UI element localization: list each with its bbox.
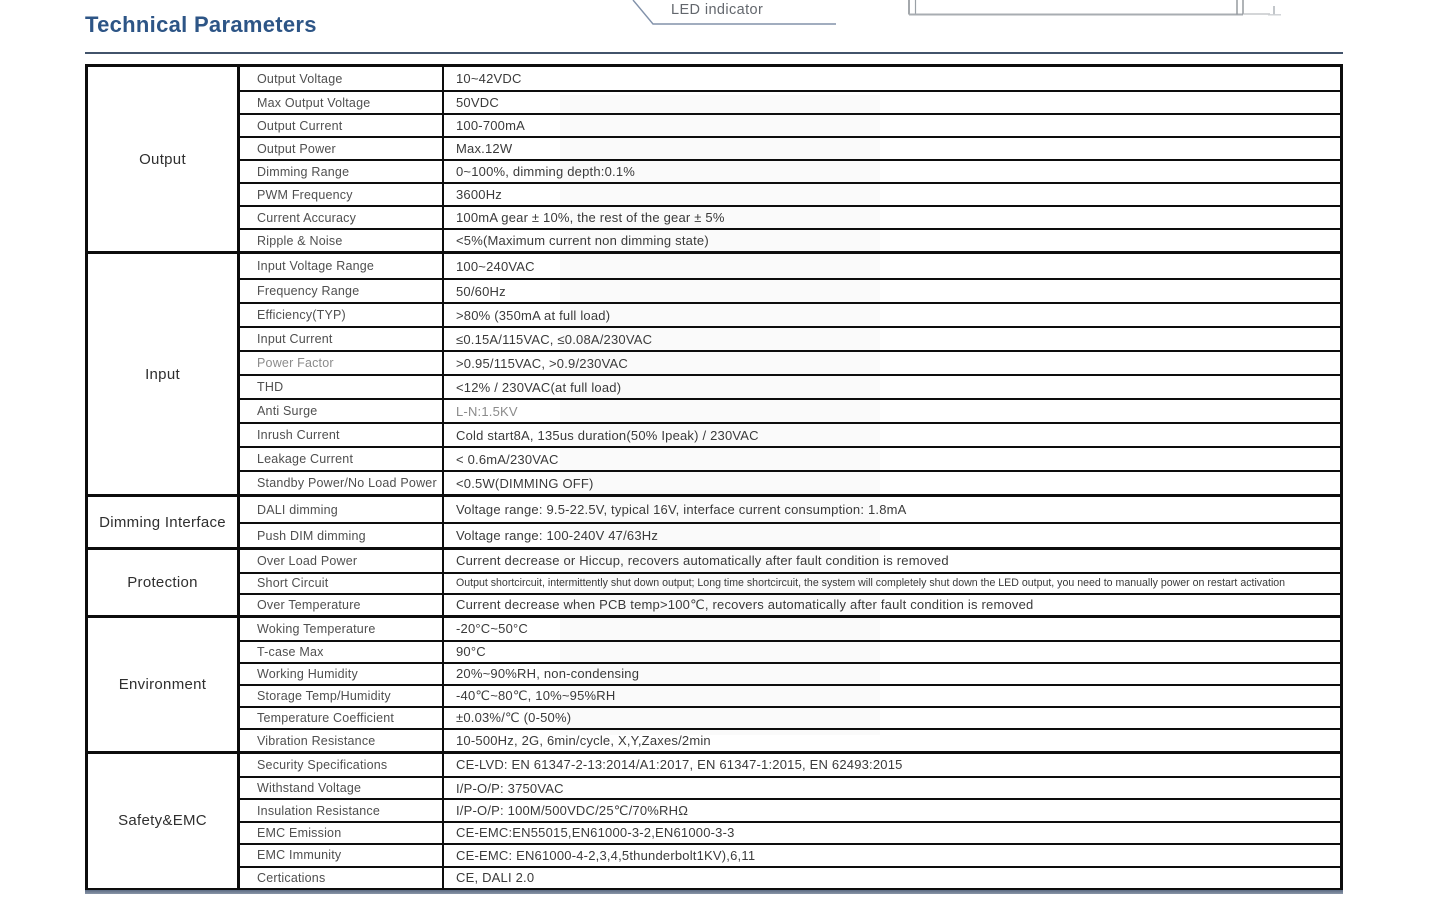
section-rows [240,550,1340,615]
param-value: ±0.03%/℃ (0-50%) [456,710,572,726]
table-section [88,67,1340,251]
table-row [240,497,1340,522]
param-value: 10~42VDC [456,71,522,86]
param-value: 50VDC [456,95,499,110]
param-value: I/P-O/P: 3750VAC [456,780,564,796]
param-value: 100~240VAC [456,258,535,274]
table-row [240,843,1340,865]
param-value: CE, DALI 2.0 [456,870,535,886]
table-row [240,228,1340,251]
param-value: CE-LVD: EN 61347-2-13:2014/A1:2017, EN 61347-1:2015, EN 62493:2015 [456,757,903,773]
param-label: Standby Power/No Load Power [240,472,444,494]
table-row [240,278,1340,302]
section-rows [240,754,1340,888]
param-value: Output shortcircuit, intermittently shut down output; Long time shortcircuit, the system will completely shut down the LED output, you need to manually power on restart activation [456,577,1286,590]
param-value: -40℃~80℃, 10%~95%RH [456,688,616,704]
technical-parameters-table [85,64,1343,891]
table-row [240,374,1340,398]
param-label: Current Accuracy [240,207,444,228]
param-label: Insulation Resistance [240,800,444,820]
param-value: 50/60Hz [456,283,506,299]
table-row [240,113,1340,136]
category-cell: Safety&EMC [88,754,240,888]
param-value: >80% (350mA at full load) [456,307,611,323]
table-row [240,422,1340,446]
table-row [240,136,1340,159]
param-value: I/P-O/P: 100M/500VDC/25℃/70%RHΩ [456,802,689,818]
param-value: Max.12W [456,141,513,156]
param-value: <0.5W(DIMMING OFF) [456,475,594,491]
table-row [240,684,1340,706]
table-section [88,615,1340,751]
section-rows [240,67,1340,251]
table-row [240,302,1340,326]
param-value: 90°C [456,644,486,660]
table-row [240,593,1340,615]
table-row [240,326,1340,350]
param-value: Voltage range: 100-240V 47/63Hz [456,528,659,543]
param-label: Vibration Resistance [240,730,444,750]
param-label: Inrush Current [240,424,444,446]
param-label: Over Temperature [240,595,444,615]
table-section [88,547,1340,615]
param-value: 10-500Hz, 2G, 6min/cycle, X,Y,Zaxes/2min [456,733,711,749]
page-title: Technical Parameters [85,12,317,37]
param-label: Short Circuit [240,574,444,594]
table-row [240,67,1340,90]
param-value: Current decrease or Hiccup, recovers automatically after fault condition is removed [456,553,949,569]
footer-divider [85,890,1343,894]
param-label: Leakage Current [240,448,444,470]
param-label: Anti Surge [240,400,444,422]
table-row [240,550,1340,572]
param-label: EMC Immunity [240,845,444,865]
category-cell: Environment [88,618,240,751]
param-label: Frequency Range [240,280,444,302]
param-value: >0.95/115VAC, >0.9/230VAC [456,355,628,371]
table-section [88,251,1340,494]
category-cell: Input [88,254,240,494]
table-row [240,350,1340,374]
param-label: Output Voltage [240,67,444,90]
param-value: -20°C~50°C [456,621,529,637]
param-value: CE-EMC: EN61000-4-2,3,4,5thunderbolt1KV),6,11 [456,847,756,863]
param-value: 100-700mA [456,118,526,133]
table-row [240,254,1340,278]
param-label: Over Load Power [240,550,444,572]
param-label: T-case Max [240,642,444,662]
param-label: Efficiency(TYP) [240,304,444,326]
param-label: Certications [240,868,444,888]
table-row [240,205,1340,228]
param-label: Output Power [240,138,444,159]
param-label: THD [240,376,444,398]
param-value: <5%(Maximum current non dimming state) [456,233,709,248]
param-label: EMC Emission [240,823,444,843]
param-label: Woking Temperature [240,618,444,640]
param-value: < 0.6mA/230VAC [456,451,559,467]
table-row [240,90,1340,113]
section-rows [240,254,1340,494]
table-row [240,706,1340,728]
param-value: L-N:1.5KV [456,403,518,419]
led-indicator-label: LED indicator [671,2,764,18]
category-cell: Protection [88,550,240,615]
table-row [240,662,1340,684]
param-label: Ripple & Noise [240,230,444,251]
section-rows [240,497,1340,547]
table-row [240,470,1340,494]
table-row [240,618,1340,640]
param-value: 3600Hz [456,187,503,202]
param-value: 100mA gear ± 10%, the rest of the gear ± 5% [456,210,725,225]
title-divider [85,52,1343,54]
param-value: ≤0.15A/115VAC, ≤0.08A/230VAC [456,331,653,347]
section-rows [240,618,1340,751]
param-label: DALI dimming [240,497,444,522]
param-label: Withstand Voltage [240,778,444,798]
param-value: CE-EMC:EN55015,EN61000-3-2,EN61000-3-3 [456,825,735,841]
table-row [240,398,1340,422]
param-label: Power Factor [240,352,444,374]
param-label: Dimming Range [240,161,444,182]
table-row [240,182,1340,205]
param-value: 20%~90%RH, non-condensing [456,666,640,682]
param-label: Storage Temp/Humidity [240,686,444,706]
table-section [88,751,1340,888]
table-row [240,446,1340,470]
param-label: Input Current [240,328,444,350]
table-row [240,159,1340,182]
category-cell: Dimming Interface [88,497,240,547]
table-section [88,494,1340,547]
param-label: Output Current [240,115,444,136]
param-label: Input Voltage Range [240,254,444,278]
table-row [240,866,1340,888]
table-row [240,754,1340,776]
param-label: Push DIM dimming [240,524,444,547]
table-row [240,572,1340,594]
table-row [240,821,1340,843]
table-row [240,776,1340,798]
param-value: <12% / 230VAC(at full load) [456,379,622,395]
param-label: Temperature Coefficient [240,708,444,728]
table-row [240,640,1340,662]
param-label: Working Humidity [240,664,444,684]
param-value: Current decrease when PCB temp>100℃, recovers automatically after fault condition is removed [456,596,1034,612]
table-row [240,728,1340,750]
param-label: Max Output Voltage [240,92,444,113]
table-row [240,522,1340,547]
param-label: PWM Frequency [240,184,444,205]
param-label: Security Specifications [240,754,444,776]
param-value: Cold start8A, 135us duration(50% Ipeak) / 230VAC [456,427,759,443]
category-cell: Output [88,67,240,251]
param-value: 0~100%, dimming depth:0.1% [456,164,636,179]
table-row [240,798,1340,820]
param-value: Voltage range: 9.5-22.5V, typical 16V, interface current consumption: 1.8mA [456,502,907,517]
